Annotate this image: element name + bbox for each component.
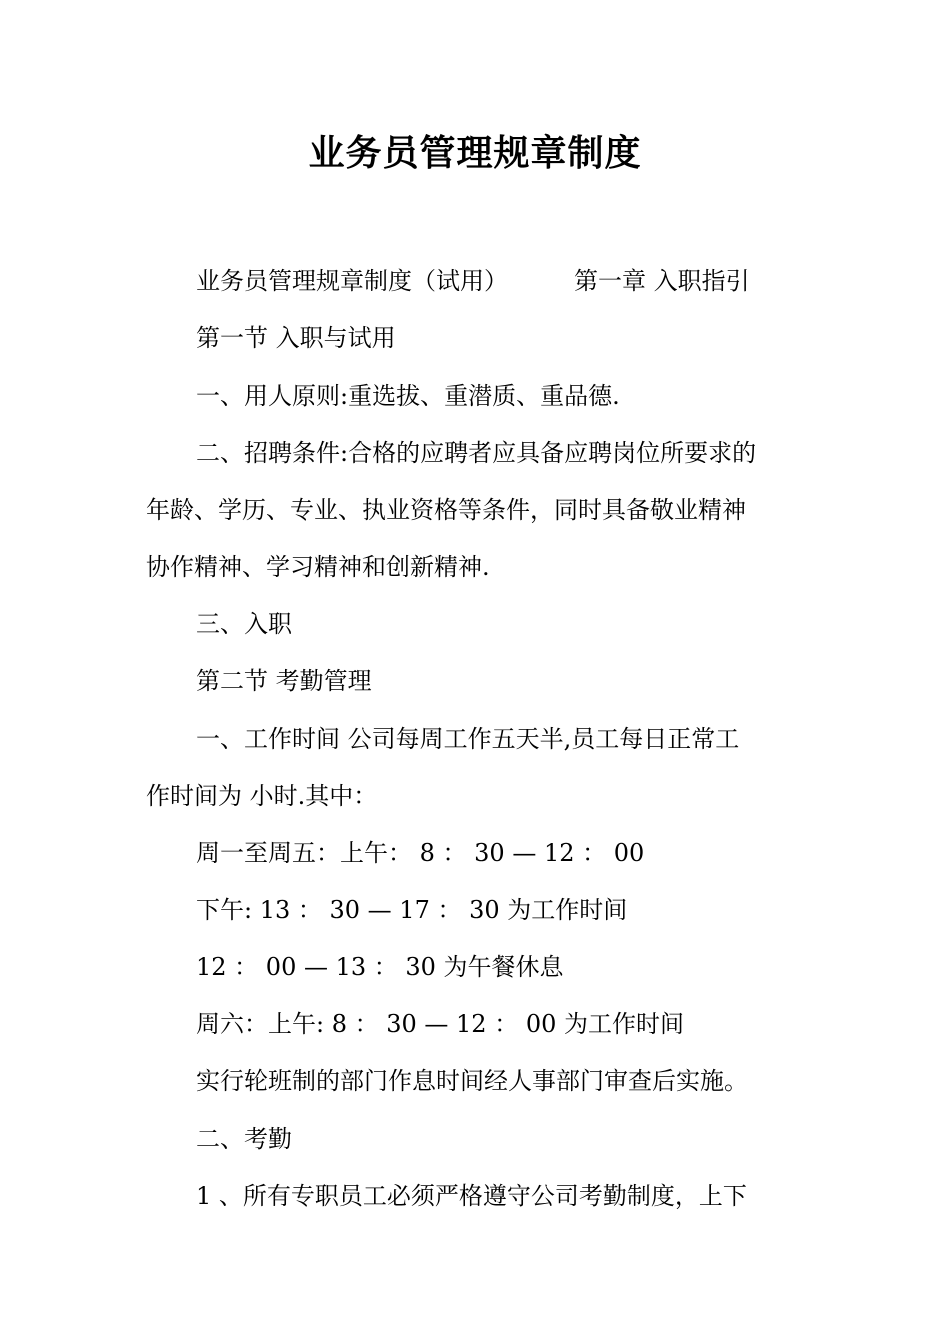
paragraph-line: 二、招聘条件:合格的应聘者应具备应聘岗位所要求的	[196, 439, 757, 467]
paragraph-line: 12 ： 00 — 13 ： 30 为午餐休息	[196, 953, 564, 981]
paragraph-line: 周一至周五：上午： 8 ： 30 — 12 ： 00	[196, 839, 645, 867]
paragraph-line: 实行轮班制的部门作息时间经人事部门审查后实施。	[196, 1067, 748, 1095]
paragraph-line: 二、考勤	[196, 1125, 292, 1153]
paragraph-line: 下午: 13 ： 30 — 17 ： 30 为工作时间	[196, 896, 628, 924]
document-title: 业务员管理规章制度	[308, 132, 642, 174]
heading-line	[196, 264, 750, 298]
paragraph-line: 作时间为 小时.其中：	[146, 782, 378, 810]
paragraph-line: 年龄、学历、专业、执业资格等条件，同时具备敬业精神	[146, 496, 746, 524]
paragraph-line: 第一节 入职与试用	[196, 324, 396, 352]
paragraph-line: 三、入职	[196, 610, 292, 638]
paragraph-line: 协作精神、学习精神和创新精神.	[146, 553, 490, 581]
paragraph-line: 第二节 考勤管理	[196, 667, 372, 695]
paragraph-line: 1 、所有专职员工必须严格遵守公司考勤制度，上下	[196, 1182, 747, 1210]
paragraph-line: 一、用人原则:重选拔、重潜质、重品德.	[196, 382, 620, 410]
heading-left: 业务员管理规章制度（试用）	[196, 267, 508, 295]
paragraph-line: 一、工作时间 公司每周工作五天半,员工每日正常工	[196, 725, 740, 753]
paragraph-line: 周六：上午: 8 ： 30 — 12 ： 00 为工作时间	[196, 1010, 685, 1038]
heading-right: 第一章 入职指引	[574, 267, 750, 295]
